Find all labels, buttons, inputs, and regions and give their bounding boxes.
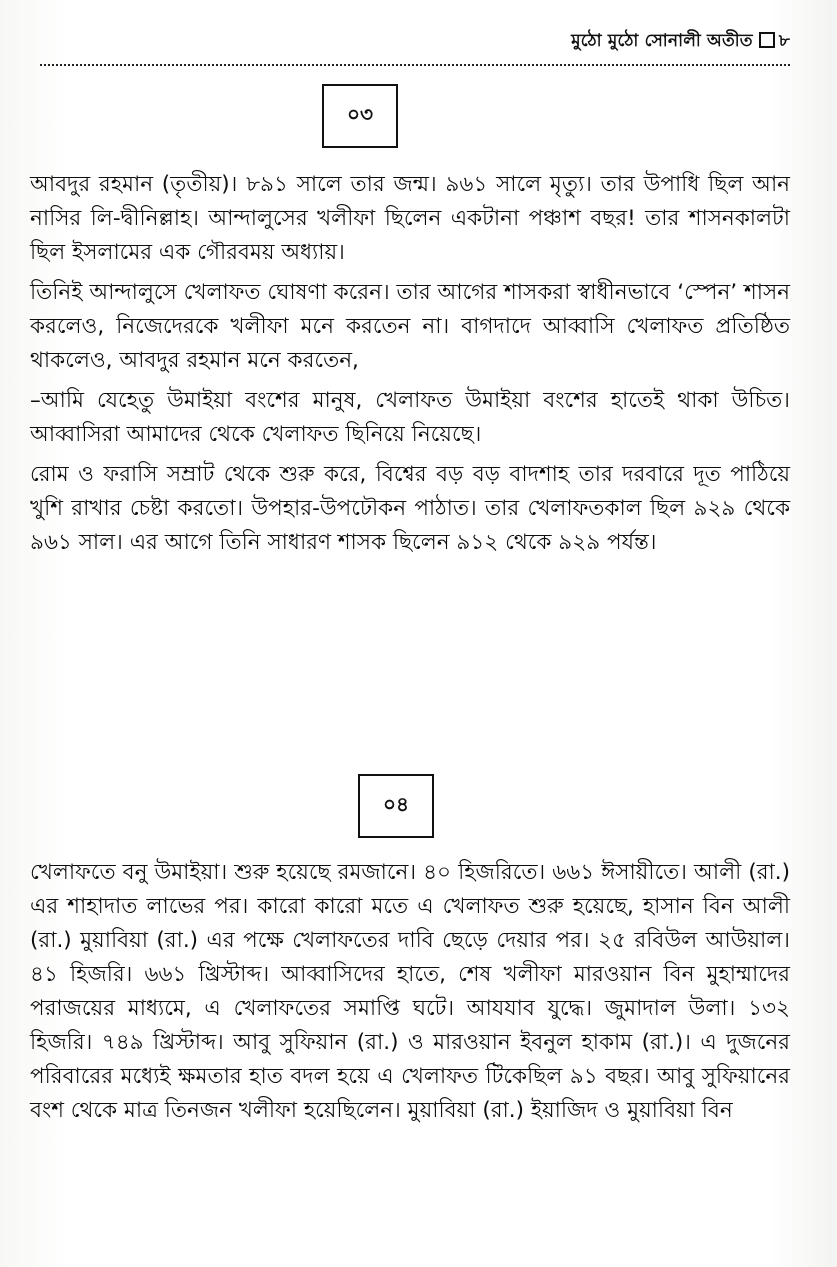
paragraph: –আমি যেহেতু উমাইয়া বংশের মানুষ, খেলাফত উমাইয়া বংশের হাতেই থাকা উচিত। আব্বাসিরা আমাদের থেকে খেলাফত ছিনিয়ে নিয়েছে। <box>30 388 790 447</box>
paragraph: রোম ও ফরাসি সম্রাট থেকে শুরু করে, বিশ্বের বড় বড় বাদশাহ তার দরবারে দূত পাঠিয়ে খুশি রাখার চেষ্টা করতো। উপহার-উপঢৌকন পাঠাত। তার খেলাফতকাল ছিল ৯২৯ থেকে ৯৬১ সাল। এর আগে তিনি সাধারণ শাসক ছিলেন ৯১২ থেকে ৯২৯ পর্যন্ত। <box>30 462 790 555</box>
paragraph: আবদুর রহমান (তৃতীয়)। ৮৯১ সালে তার জন্ম। ৯৬১ সালে মৃত্যু। তার উপাধি ছিল আন নাসির লি-দ্বীনিল্লাহ। আন্দালুসের খলীফা ছিলেন একটানা পঞ্চাশ বছর! তার শাসনকালটা ছিল ইসলামের এক গৌরবময় অধ্যায়। <box>30 172 790 265</box>
page-number: ৮ <box>778 31 790 51</box>
paragraph: তিনিই আন্দালুসে খেলাফত ঘোষণা করেন। তার আগের শাসকরা স্বাধীনভাবে ‘স্পেন’ শাসন করলেও, নিজেদেরকে খলীফা মনে করতেন না। বাগদাদে আব্বাসি খেলাফত প্রতিষ্ঠিত থাকলেও, আবদুর রহমান মনে করতেন, <box>30 280 790 373</box>
section-number-box <box>322 84 398 148</box>
section-body <box>30 168 790 566</box>
header-divider <box>40 64 790 66</box>
paragraph: খেলাফতে বনু উমাইয়া। শুরু হয়েছে রমজানে। ৪০ হিজরিতে। ৬৬১ ঈসায়ীতে। আলী (রা.) এর শাহাদাত লাভের পর। কারো কারো মতে এ খেলাফত শুরু হয়েছে, হাসান বিন আলী (রা.) মুয়াবিয়া (রা.) এর পক্ষে খেলাফতের দাবি ছেড়ে দেয়ার পর। ২৫ রবিউল আউয়াল। ৪১ হিজরি। ৬৬১ খ্রিস্টাব্দ। আব্বাসিদের হাতে, শেষ খলীফা মারওয়ান বিন মুহাম্মাদের পরাজয়ের মাধ্যমে, এ খেলাফতের সমাপ্তি ঘটে। আযযাব যুদ্ধে। জুমাদাল উলা। ১৩২ হিজরি। ৭৪৯ খ্রিস্টাব্দ। আবু সুফিয়ান (রা.) ও মারওয়ান ইবনুল হাকাম (রা.)। এ দুজনের পরিবারের মধ্যেই ক্ষমতার হাত বদল হয়ে এ খেলাফত টিকেছিল ৯১ বছর। আবু সুফিয়ানের বংশ থেকে মাত্র তিনজন খলীফা হয়েছিলেন। মুয়াবিয়া (রা.) ইয়াজিদ ও মুয়াবিয়া বিন <box>30 860 790 1123</box>
section-number-box <box>358 774 434 838</box>
section-body <box>30 856 790 1134</box>
section-number: ০৩ <box>346 101 373 126</box>
running-header <box>40 28 790 56</box>
square-bullet-icon <box>759 32 775 48</box>
section-number: ০৪ <box>383 791 409 816</box>
book-title: মুঠো মুঠো সোনালী অতীত <box>571 31 753 51</box>
